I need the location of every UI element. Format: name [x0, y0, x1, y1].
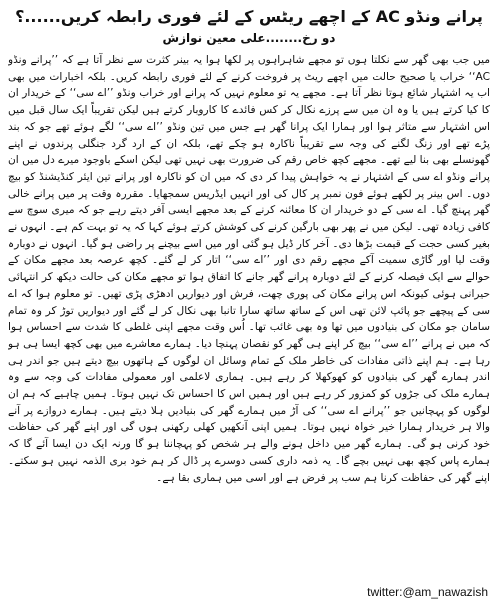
twitter-handle: twitter:@am_nawazish — [367, 585, 488, 599]
article-title: پرانے ونڈو AC کے اچھے ریٹس کے لئے فوری رابطہ کریں......؟ — [15, 7, 483, 26]
article-byline: دو رخ........علی معین نوازش — [162, 31, 336, 45]
article-paragraph: میں جب بھی گھر سے نکلتا ہوں تو مجھے شاہراہوں پر لکھا ہوا یہ بینر کثرت سے نظر آتا ہے کہ ’’پرانے ونڈو AC‘‘ خراب یا صحیح حالت میں اچھے ریٹ پر فروخت کرنے کے لئے فوری رابطہ کریں۔ بلکہ اخبارات میں بھی اب یہ اشتہار شائع ہوتا نظر آتا ہے۔ مجھے یہ تو معلوم نہیں کہ پرانے اور خراب ونڈو ’’اے سی‘‘ کے خریدار ان کا کیا کرتے ہیں یا وہ ان میں سے پرزے نکال کر کس فائدے کا کاروبار کرتے ہیں لیکن تقریباً ایک سال قبل میں اس اشتہار سے متاثر ہوا اور ہمارا ایک پرانا گھر ہے جس میں تین ونڈو ’’اے سی‘‘ لگے ہوئے تھے جو کہ بند پڑے تھے اور زنگ لگنے کی وجہ سے تقریباً ناکارہ ہو چکے تھے، بلکہ ان کے ارد گرد جنگلی پرندوں نے اپنے گھونسلے بھی بنا لیے تھے۔ مجھے کچھ خاص رقم کی ضرورت بھی نہیں تھی لیکن اسکے باوجود میرے دل میں ان پرانے ونڈو اے سی کے اشتہار نے یہ خواہش پیدا کر دی کہ میں ان کو ناکارہ اور پرانے تین ایئر کنڈیشنڈ کو بیچ دوں۔ اس بینر پر لکھے ہوئے فون نمبر پر کال کی اور انہیں ایڈریس سمجھایا۔ مقررہ وقت پر میں پرانے خالی گھر پہنچ گیا۔ اے سی کے دو خریدار ان کا معائنہ کرنے کے بعد مجھے ایسی آفر دیتے رہے جو کہ میری سوچ سے کافی زیادہ تھی۔ لیکن میں نے پھر بھی بارگین کرنے کی کوشش کرتے ہوئے کہا کہ یہ تو بہت کم ہے۔ انہوں نے بغیر کسی حجت کے قیمت بڑھا دی۔ آخر کار ڈیل ہو گئی اور میں اسے بیچنے پر راضی ہو گیا۔ انہوں نے دوبارہ وقت لیا اور گاڑی سمیت آکے مجھے رقم دی اور ’’اے سی‘‘ اتار کر لے گئے۔ کچھ عرصہ بعد مجھے مکان کے حوالے سے ایک فیصلہ کرنے کے لئے دوبارہ پرانے گھر جانے کا اتفاق ہوا تو مجھے مکان کی حالت دیکھ کر انتہائی حیرانی ہوئی کیونکہ اس پرانے مکان کی پوری چھت، فرش اور دیواریں ادھڑی پڑی تھیں۔ تو معلوم ہوا کہ اے سی کے پیچھے جو پائپ لائن تھی اس کے ساتھ ساتھ سارا تانبا بھی نکال کر لے گئے اور دیواریں توڑ کر وہ تمام سامان جو مکان کی بنیادوں میں تھا وہ بھی غائب تھا۔ اُس وقت مجھے اپنی غلطی کا شدت سے احساس ہوا کہ میں نے پرانے ’’اے سی‘‘ بیچ کر اپنے ہی گھر کو نقصان پہنچا دیا۔ ہمارے معاشرے میں بھی کچھ ایسا ہی ہو رہا ہے۔ ہم اپنے ذاتی مفادات کی خاطر ملک کے تمام وسائل ان لوگوں کے ہاتھوں بیچ دیتے ہیں جو اندر ہی اندر ہمارے گھر کی بنیادوں کو کھوکھلا کر رہے ہیں۔ ہماری لاعلمی اور معمولی مفادات کی وجہ سے وہ ہمارے ملک کی جڑوں کو کمزور کر رہے ہیں اور ہمیں اس کا احساس تک نہیں ہوتا۔ ہمیں چاہیے کہ ہم ان لوگوں کو پہچانیں جو ’’پرانے اے سی‘‘ کی آڑ میں ہمارے گھر کی بنیادیں ہلا دیتے ہیں۔ ہمارے دروازے پر آنے والا ہر خریدار ہمارا خیر خواہ نہیں ہوتا۔ ہمیں اپنی آنکھیں کھلی رکھنی ہوں گی اور اپنے گھر کی حفاظت خود کرنی ہو گی۔ ہمارے گھر میں داخل ہونے والے ہر شخص کو پہچاننا ہو گا ورنہ ایک دن ایسا آئے گا کہ ہمارے پاس کچھ بھی نہیں بچے گا۔ یہ ذمہ داری کسی دوسرے پر ڈال کر ہم خود بری الذمہ نہیں ہو سکتے۔ اپنے گھر کی حفاظت کرنا ہم سب پر فرض ہے اور اسی میں ہماری بقا ہے۔ — [8, 54, 490, 484]
article-body — [8, 52, 490, 570]
